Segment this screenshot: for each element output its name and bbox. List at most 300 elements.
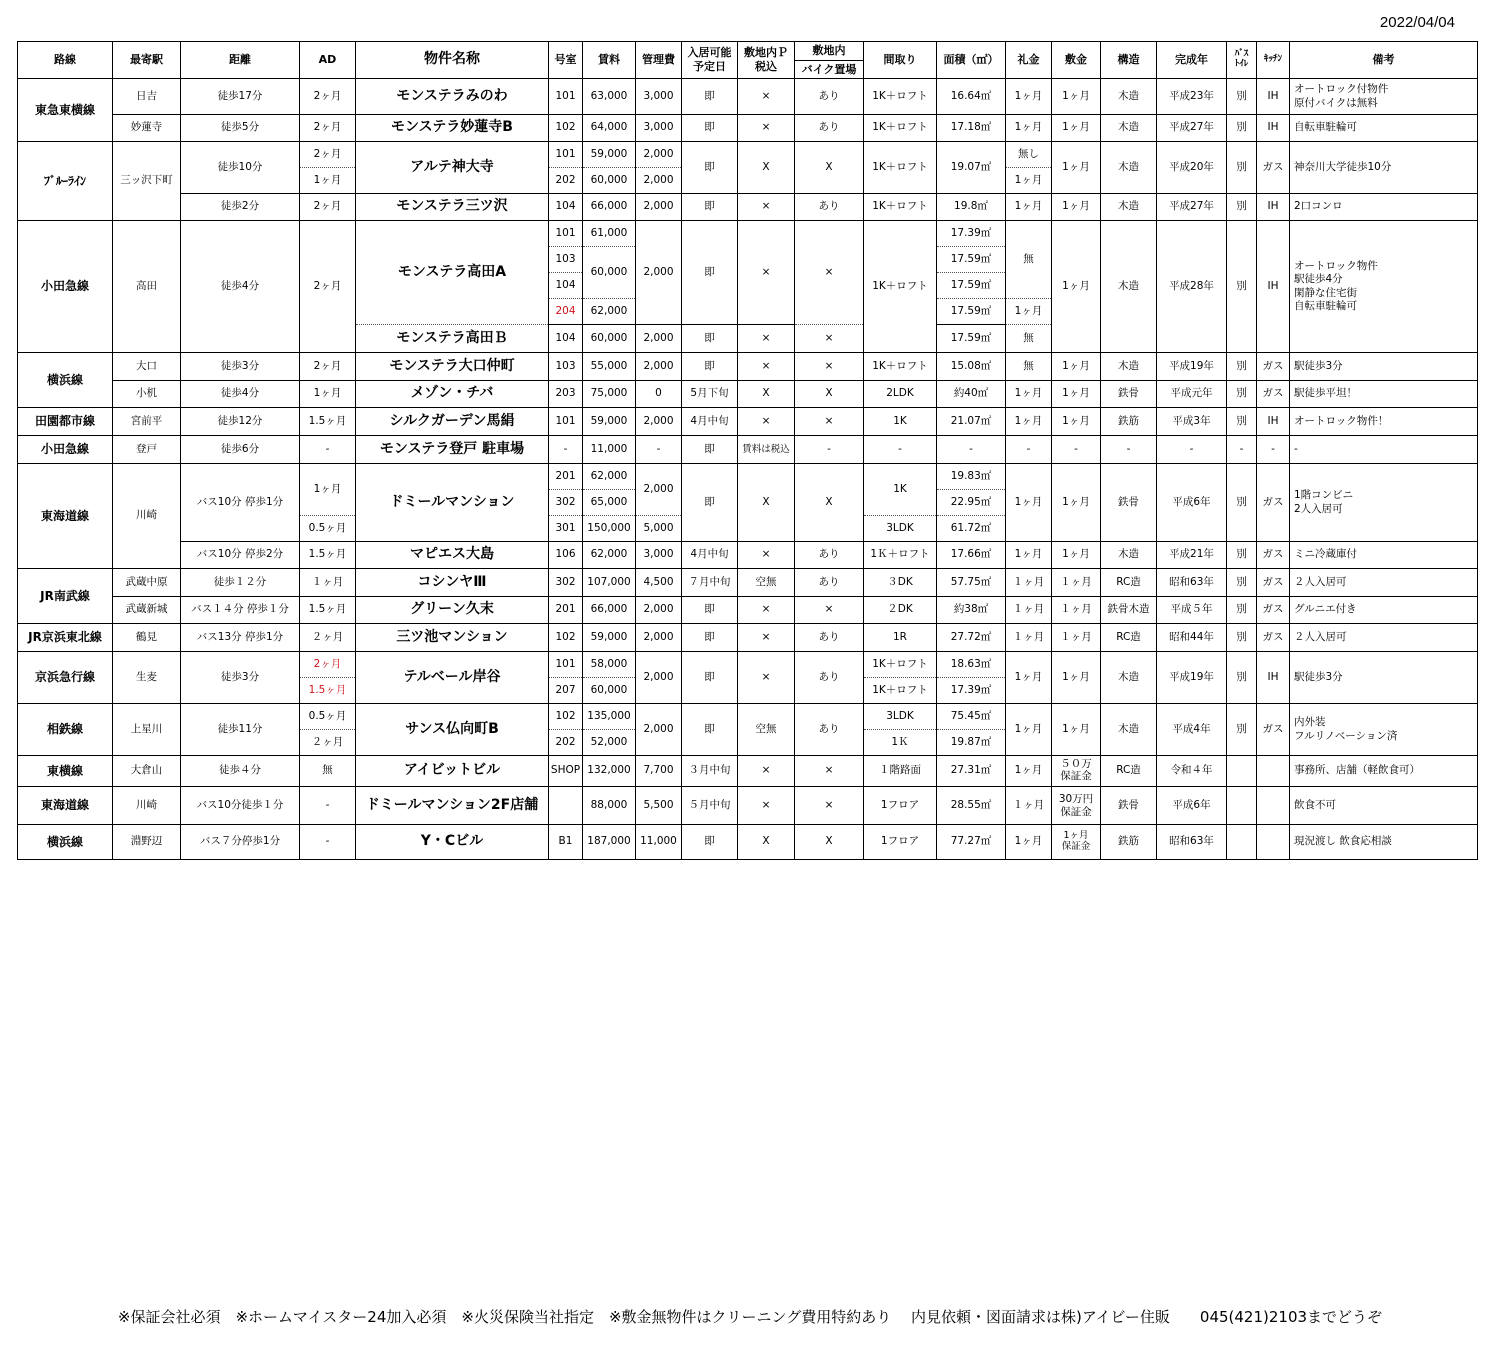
header-kansei: 完成年 [1157,42,1227,79]
rent-cell: 60,000 [583,168,636,194]
station-cell: 川崎 [113,787,181,825]
station-cell: 登戸 [113,436,181,464]
area-cell: 22.95㎡ [937,490,1006,516]
nyukyo-cell: 即 [682,194,738,221]
note-cell: オートロック付物件 原付バイクは無料 [1290,79,1478,115]
bath-cell: 別 [1227,115,1257,142]
kozo-cell: 木造 [1101,542,1157,569]
line-cell: 横浜線 [18,825,113,860]
room-cell: 101 [549,79,583,115]
kitchen-cell: ガス [1257,464,1290,542]
table-row [18,569,1478,597]
year-cell: 平成20年 [1157,142,1227,194]
madori-cell: 2LDK [864,381,937,408]
bike-cell: あり [795,569,864,597]
property-name: Y・Cビル [356,825,549,860]
room-cell: 102 [549,624,583,652]
bike-cell: × [795,221,864,325]
kozo-cell: 木造 [1101,79,1157,115]
year-cell: 平成19年 [1157,353,1227,381]
ad-cell: 2ヶ月 [300,115,356,142]
nyukyo-cell: ３月中旬 [682,756,738,787]
room-cell: 103 [549,353,583,381]
distance-cell: 徒歩１２分 [181,569,300,597]
area-cell: 75.45㎡ [937,704,1006,730]
room-cell: SHOP [549,756,583,787]
distance-cell: 徒歩10分 [181,142,300,194]
kitchen-cell: IH [1257,652,1290,704]
nyukyo-cell: 即 [682,464,738,542]
header-nyukyo: 入居可能 予定日 [682,42,738,79]
bath-cell: 別 [1227,624,1257,652]
header-biko: 備考 [1290,42,1478,79]
distance-cell: 徒歩6分 [181,436,300,464]
header-rosen: 路線 [18,42,113,79]
rent-cell: 62,000 [583,299,636,325]
room-cell: 302 [549,569,583,597]
area-cell: 15.08㎡ [937,353,1006,381]
area-cell: 61.72㎡ [937,516,1006,542]
parking-cell: X [738,464,795,542]
table-row [18,381,1478,408]
shikikin-cell: 1ヶ月 [1052,381,1101,408]
area-cell: 19.83㎡ [937,464,1006,490]
madori-cell: 1K＋ロフト [864,353,937,381]
report-date: 2022/04/04 [1379,14,1455,31]
table-row [18,464,1478,490]
note-cell: オートロック物件 駅徒歩4分 閑静な住宅街 自転車駐輪可 [1290,221,1478,353]
note-cell: ミニ冷蔵庫付 [1290,542,1478,569]
ad-cell: 0.5ヶ月 [300,516,356,542]
station-cell: 大口 [113,353,181,381]
shikikin-cell: 1ヶ月 [1052,79,1101,115]
property-name: サンス仏向町B [356,704,549,756]
kozo-cell: 木造 [1101,115,1157,142]
reikin-cell: 無 [1006,325,1052,353]
year-cell: 昭和44年 [1157,624,1227,652]
bath-cell: 別 [1227,142,1257,194]
madori-cell: 1K [864,464,937,516]
room-cell: 102 [549,115,583,142]
station-cell: 小机 [113,381,181,408]
kanri-cell: 5,000 [636,516,682,542]
nyukyo-cell: 4月中旬 [682,542,738,569]
area-cell: - [937,436,1006,464]
area-cell: 27.72㎡ [937,624,1006,652]
kanri-cell: 2,000 [636,597,682,624]
table-row [18,408,1478,436]
reikin-cell: 無 [1006,221,1052,299]
ad-cell: 1ヶ月 [300,464,356,516]
year-cell: 平成19年 [1157,652,1227,704]
station-cell: 生麦 [113,652,181,704]
kanri-cell: 2,000 [636,652,682,704]
line-cell: ﾌﾞﾙｰﾗｲﾝ [18,142,113,221]
year-cell: 平成6年 [1157,787,1227,825]
distance-cell: 徒歩3分 [181,652,300,704]
bike-cell: X [795,381,864,408]
parking-cell: × [738,624,795,652]
nyukyo-cell: 即 [682,353,738,381]
year-cell: 平成23年 [1157,79,1227,115]
table-row [18,704,1478,730]
property-list-table [17,41,1478,860]
bath-cell: 別 [1227,652,1257,704]
area-cell: 18.63㎡ [937,652,1006,678]
kozo-cell: 鉄筋 [1101,825,1157,860]
reikin-cell: 1ヶ月 [1006,115,1052,142]
reikin-cell: 1ヶ月 [1006,464,1052,542]
madori-cell: - [864,436,937,464]
property-name: モンステラ妙蓮寺B [356,115,549,142]
rent-cell: 132,000 [583,756,636,787]
line-cell: JR京浜東北線 [18,624,113,652]
line-cell: 横浜線 [18,353,113,408]
kitchen-cell [1257,825,1290,860]
shikikin-cell: １ヶ月 [1052,569,1101,597]
rent-cell: 135,000 [583,704,636,730]
bike-cell: あり [795,79,864,115]
header-bath: ﾊﾞｽ ﾄｲﾚ [1227,42,1257,79]
footer-notes: ※保証会社必須 ※ホームマイスター24加入必須 ※火災保険当社指定 ※敷金無物件はクリーニング費用特約あり 内見依頼・図面請求は株)アイビー住販 045(421)2103までどうぞ [117,1308,1383,1326]
madori-cell: 1K＋ロフト [864,652,937,678]
kanri-cell: 3,000 [636,542,682,569]
note-cell: 駅徒歩平坦！ [1290,381,1478,408]
area-cell: 17.59㎡ [937,325,1006,353]
area-cell: 17.59㎡ [937,247,1006,273]
kitchen-cell [1257,787,1290,825]
note-cell: 自転車駐輪可 [1290,115,1478,142]
kitchen-cell: ガス [1257,569,1290,597]
bike-cell: あり [795,115,864,142]
ad-cell: １ヶ月 [300,569,356,597]
note-cell: ２人入居可 [1290,624,1478,652]
area-cell: 19.87㎡ [937,730,1006,756]
line-cell: 京浜急行線 [18,652,113,704]
area-cell: 17.59㎡ [937,273,1006,299]
rent-cell: 107,000 [583,569,636,597]
rent-cell: 64,000 [583,115,636,142]
kitchen-cell: ガス [1257,624,1290,652]
note-cell: ２人入居可 [1290,569,1478,597]
madori-cell: 1K＋ロフト [864,115,937,142]
rent-cell: 60,000 [583,678,636,704]
kanri-cell: 2,000 [636,408,682,436]
area-cell: 19.8㎡ [937,194,1006,221]
room-cell: 204 [549,299,583,325]
kanri-cell: 2,000 [636,142,682,168]
ad-cell: 2ヶ月 [300,79,356,115]
distance-cell: 徒歩4分 [181,381,300,408]
kitchen-cell: - [1257,436,1290,464]
table-header-row [18,42,1478,61]
distance-cell: 徒歩3分 [181,353,300,381]
bike-cell: × [795,353,864,381]
ad-cell: 1ヶ月 [300,381,356,408]
nyukyo-cell: ５月中旬 [682,787,738,825]
note-cell: グルニエ付き [1290,597,1478,624]
year-cell: 平成21年 [1157,542,1227,569]
distance-cell: 徒歩4分 [181,221,300,353]
nyukyo-cell: 即 [682,825,738,860]
room-cell: 207 [549,678,583,704]
table-row [18,652,1478,678]
room-cell: 201 [549,464,583,490]
ad-cell: 1.5ヶ月 [300,597,356,624]
bike-cell: × [795,408,864,436]
kanri-cell: 2,000 [636,704,682,756]
table-row [18,142,1478,168]
nyukyo-cell: 即 [682,704,738,756]
kanri-cell: 2,000 [636,464,682,516]
bath-cell: 別 [1227,569,1257,597]
room-cell: 104 [549,273,583,299]
reikin-cell: １ヶ月 [1006,569,1052,597]
area-cell: 19.07㎡ [937,142,1006,194]
room-cell: 101 [549,408,583,436]
kanri-cell: 5,500 [636,787,682,825]
bath-cell [1227,756,1257,787]
kanri-cell: 4,500 [636,569,682,597]
madori-cell: 1K＋ロフト [864,678,937,704]
property-name: コシンヤⅢ [356,569,549,597]
rent-cell: 59,000 [583,142,636,168]
bike-cell: X [795,825,864,860]
distance-cell: バス１４分 停歩１分 [181,597,300,624]
header-menseki: 面積（㎡） [937,42,1006,79]
room-cell: 102 [549,704,583,730]
station-cell: 三ッ沢下町 [113,142,181,221]
ad-cell: - [300,436,356,464]
area-cell: 17.39㎡ [937,221,1006,247]
line-cell: 小田急線 [18,436,113,464]
madori-cell: 1K＋ロフト [864,194,937,221]
kanri-cell: 2,000 [636,221,682,325]
shikikin-cell: 1ヶ月 [1052,221,1101,353]
reikin-cell: - [1006,436,1052,464]
room-cell: 302 [549,490,583,516]
kanri-cell: 0 [636,381,682,408]
shikikin-cell: 1ヶ月 [1052,464,1101,542]
year-cell: - [1157,436,1227,464]
line-cell: 相鉄線 [18,704,113,756]
madori-cell: 1R [864,624,937,652]
area-cell: 77.27㎡ [937,825,1006,860]
reikin-cell: 1ヶ月 [1006,381,1052,408]
parking-cell: × [738,787,795,825]
table-row [18,624,1478,652]
madori-cell: 1Ｋ＋ロフト [864,542,937,569]
kitchen-cell: ガス [1257,353,1290,381]
shikikin-cell: 1ヶ月 [1052,704,1101,756]
station-cell: 上星川 [113,704,181,756]
property-name: モンステラ大口仲町 [356,353,549,381]
note-cell: 飲食不可 [1290,787,1478,825]
reikin-cell: １ヶ月 [1006,624,1052,652]
kozo-cell: 鉄骨 [1101,464,1157,542]
ad-cell: 2ヶ月 [300,142,356,168]
bath-cell [1227,825,1257,860]
bike-cell: × [795,787,864,825]
property-name: 三ツ池マンション [356,624,549,652]
line-cell: 東海道線 [18,464,113,569]
room-cell: 104 [549,194,583,221]
kitchen-cell: ガス [1257,381,1290,408]
madori-cell: 1Ｋ [864,730,937,756]
header-reikin: 礼金 [1006,42,1052,79]
parking-cell: × [738,408,795,436]
reikin-cell: 1ヶ月 [1006,652,1052,704]
bath-cell: 別 [1227,704,1257,756]
year-cell: 令和４年 [1157,756,1227,787]
bath-cell: 別 [1227,381,1257,408]
distance-cell: 徒歩11分 [181,704,300,756]
kanri-cell: 2,000 [636,353,682,381]
bath-cell: - [1227,436,1257,464]
room-cell: - [549,436,583,464]
kitchen-cell: IH [1257,408,1290,436]
nyukyo-cell: 4月中旬 [682,408,738,436]
shikikin-cell: ５０万 保証金 [1052,756,1101,787]
room-cell: 101 [549,142,583,168]
table-row [18,542,1478,569]
area-cell: 28.55㎡ [937,787,1006,825]
station-cell: 高田 [113,221,181,353]
shikikin-cell: 1ヶ月 [1052,142,1101,194]
kitchen-cell: IH [1257,79,1290,115]
kozo-cell: 木造 [1101,353,1157,381]
ad-cell: - [300,825,356,860]
property-name: モンステラ高田A [356,221,549,325]
kanri-cell: 3,000 [636,115,682,142]
ad-cell: 2ヶ月 [300,194,356,221]
line-cell: 田園都市線 [18,408,113,436]
note-cell: 内外装 フルリノベーション済 [1290,704,1478,756]
distance-cell: バス10分徒歩１分 [181,787,300,825]
madori-cell: １階路面 [864,756,937,787]
property-name: マピエス大島 [356,542,549,569]
parking-cell: X [738,381,795,408]
property-name: ドミールマンション2F店舗 [356,787,549,825]
kanri-cell: 11,000 [636,825,682,860]
header-eki: 最寄駅 [113,42,181,79]
madori-cell: 3LDK [864,516,937,542]
bath-cell: 別 [1227,194,1257,221]
parking-cell: 空無 [738,704,795,756]
ad-cell: 1.5ヶ月 [300,408,356,436]
property-name: シルクガーデン馬絹 [356,408,549,436]
bath-cell: 別 [1227,597,1257,624]
bath-cell: 別 [1227,464,1257,542]
distance-cell: 徒歩17分 [181,79,300,115]
area-cell: 約38㎡ [937,597,1006,624]
room-cell: 203 [549,381,583,408]
station-cell: 鶴見 [113,624,181,652]
nyukyo-cell: 即 [682,142,738,194]
madori-cell: 1K [864,408,937,436]
station-cell: 武蔵中原 [113,569,181,597]
distance-cell: 徒歩5分 [181,115,300,142]
area-cell: 約40㎡ [937,381,1006,408]
bike-cell: あり [795,194,864,221]
bike-cell: X [795,142,864,194]
note-cell: 2口コンロ [1290,194,1478,221]
room-cell: 101 [549,652,583,678]
rent-cell: 60,000 [583,325,636,353]
kitchen-cell: ガス [1257,597,1290,624]
rent-cell: 66,000 [583,597,636,624]
station-cell: 日吉 [113,79,181,115]
kanri-cell: - [636,436,682,464]
reikin-cell: 1ヶ月 [1006,704,1052,756]
rent-cell: 187,000 [583,825,636,860]
table-row [18,436,1478,464]
kozo-cell: - [1101,436,1157,464]
ad-cell: 1ヶ月 [300,168,356,194]
nyukyo-cell: 即 [682,652,738,704]
property-name: グリーン久末 [356,597,549,624]
station-cell: 川崎 [113,464,181,569]
parking-cell: × [738,597,795,624]
property-name: モンステラ登戸 駐車場 [356,436,549,464]
header-name: 物件名称 [356,42,549,79]
line-cell: 東急東横線 [18,79,113,142]
room-cell [549,787,583,825]
line-cell: 小田急線 [18,221,113,353]
nyukyo-cell: 即 [682,79,738,115]
bike-cell: × [795,325,864,353]
table-row [18,787,1478,825]
header-bike-top: 敷地内 [795,42,864,61]
nyukyo-cell: 即 [682,221,738,325]
station-cell: 淵野辺 [113,825,181,860]
table-row [18,79,1478,115]
year-cell: 平成28年 [1157,221,1227,353]
madori-cell: 1フロア [864,787,937,825]
year-cell: 平成4年 [1157,704,1227,756]
property-name: アイビットビル [356,756,549,787]
line-cell: 東横線 [18,756,113,787]
ad-cell: 0.5ヶ月 [300,704,356,730]
reikin-cell: １ヶ月 [1006,597,1052,624]
shikikin-cell: 1ヶ月 保証金 [1052,825,1101,860]
bike-cell: - [795,436,864,464]
reikin-cell: 無し [1006,142,1052,168]
kitchen-cell: IH [1257,194,1290,221]
parking-cell: × [738,542,795,569]
kozo-cell: 鉄骨 [1101,787,1157,825]
property-name: モンステラみのわ [356,79,549,115]
bath-cell: 別 [1227,542,1257,569]
reikin-cell: 無 [1006,353,1052,381]
kozo-cell: 鉄骨 [1101,381,1157,408]
header-shikikin: 敷金 [1052,42,1101,79]
rent-cell: 55,000 [583,353,636,381]
note-cell: - [1290,436,1478,464]
note-cell: 1階コンビニ 2人入居可 [1290,464,1478,542]
rent-cell: 62,000 [583,542,636,569]
kozo-cell: 鉄骨木造 [1101,597,1157,624]
kozo-cell: 木造 [1101,142,1157,194]
nyukyo-cell: 5月下旬 [682,381,738,408]
rent-cell: 66,000 [583,194,636,221]
room-cell: B1 [549,825,583,860]
rent-cell: 75,000 [583,381,636,408]
line-cell: JR南武線 [18,569,113,624]
note-cell: 神奈川大学徒歩10分 [1290,142,1478,194]
distance-cell: 徒歩４分 [181,756,300,787]
ad-cell: ２ヶ月 [300,624,356,652]
